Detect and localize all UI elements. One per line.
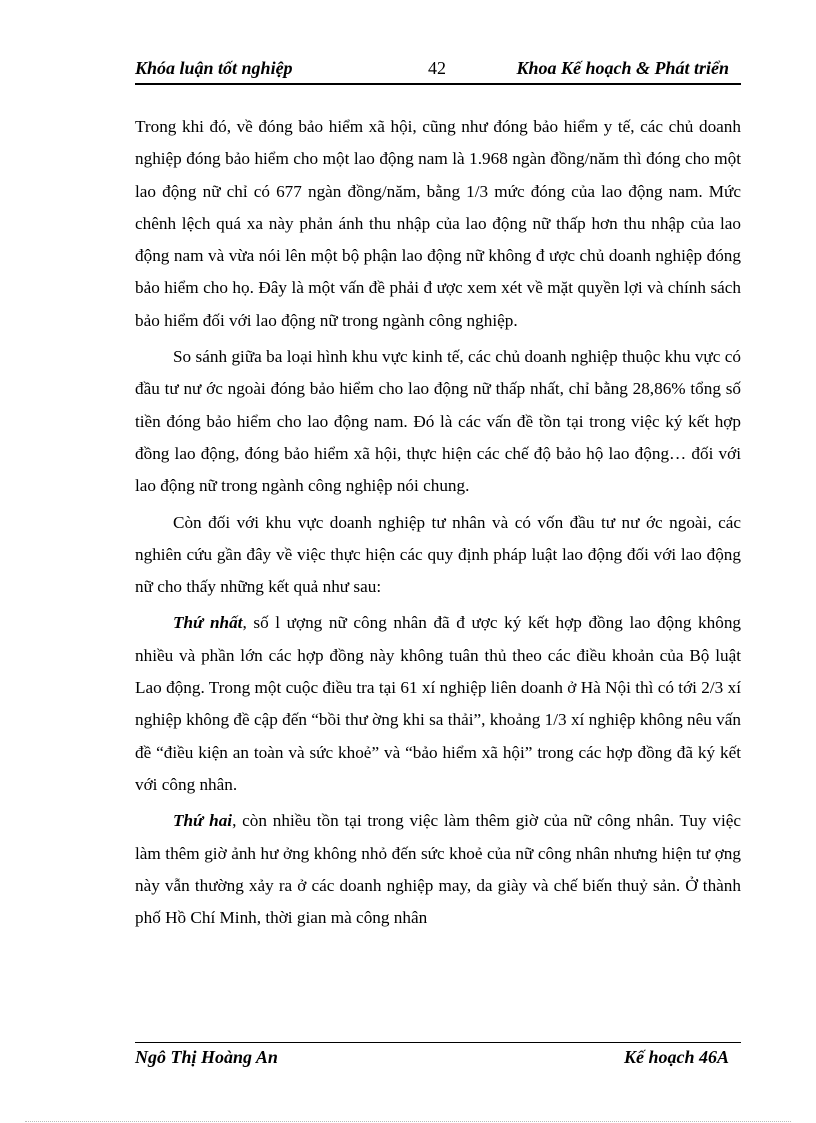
header-faculty: Khoa Kế hoạch & Phát triển (516, 58, 729, 78)
page-footer (135, 1042, 741, 1073)
page-header (135, 55, 741, 85)
paragraph-5 (135, 805, 741, 934)
page-body (135, 111, 741, 938)
page-edge-divider (25, 1121, 791, 1122)
paragraph-5-lead: Thứ hai (173, 811, 233, 831)
page-number: 42 (428, 58, 446, 78)
paragraph-1: Trong khi đó, về đóng bảo hiểm xã hội, cũng như đóng bảo hiểm y tế, các chủ doanh nghiệp đóng bảo hiểm cho một lao động nam là 1.968 ngàn đồng/năm thì đóng cho một lao động nữ chỉ có 677 ngàn đồng/năm, bằng 1/3 mức đóng của lao động nam. Mức chênh lệch quá xa này phản ánh thu nhập của lao động nữ thấp hơn thu nhập của lao động nam và vừa nói lên một bộ phận lao động nữ không đ ược chủ doanh nghiệp đóng bảo hiểm cho họ. Đây là một vấn đề phải đ ược xem xét về mặt quyền lợi và chính sách bảo hiểm đối với lao động nữ trong ngành công nghiệp. (135, 117, 741, 330)
paragraph-5-text: , còn nhiều tồn tại trong việc làm thêm giờ của nữ công nhân. Tuy việc làm thêm giờ ảnh hư ởng không nhỏ đến sức khoẻ của nữ công nhân nhưng hiện tư ợng này vẫn thường xảy ra ở các doanh nghiệp may, da giày và chế biến thuỷ sản. Ở thành phố Hồ Chí Minh, thời gian mà công nhân (135, 811, 741, 928)
paragraph-2: So sánh giữa ba loại hình khu vực kinh tế, các chủ doanh nghiệp thuộc khu vực có đầu tư nư ớc ngoài đóng bảo hiểm cho lao động nữ thấp nhất, chỉ bằng 28,86% tổng số tiền đóng bảo hiểm cho lao động nam. Đó là các vấn đề tồn tại trong việc ký kết hợp đồng lao động, đóng bảo hiểm xã hội, thực hiện các chế độ bảo hộ lao động… đối với lao động nữ trong ngành công nghiệp nói chung. (135, 347, 741, 496)
paragraph-3: Còn đối với khu vực doanh nghiệp tư nhân và có vốn đầu tư nư ớc ngoài, các nghiên cứu gần đây về việc thực hiện các quy định pháp luật lao động đối với lao động nữ cho thấy những kết quả như sau: (135, 512, 741, 597)
paragraph-4-text: , số l ượng nữ công nhân đã đ ược ký kết hợp đồng lao động không nhiều và phần lớn các hợp đồng này không tuân thủ theo các điều khoản của Bộ luật Lao động. Trong một cuộc điều tra tại 61 xí nghiệp liên doanh ở Hà Nội thì có tới 2/3 xí nghiệp không đề cập đến “bồi thư ờng khi sa thải”, khoảng 1/3 xí nghiệp không nêu vấn đề “điều kiện an toàn và sức khoẻ” và “bảo hiểm xã hội” trong các hợp đồng đã ký kết với công nhân. (135, 613, 742, 794)
paragraph-4 (135, 607, 741, 801)
footer-author: Ngô Thị Hoàng An (135, 1047, 278, 1067)
header-thesis-title: Khóa luận tốt nghiệp (135, 58, 293, 78)
paragraph-4-lead: Thứ nhất (173, 613, 243, 633)
footer-class: Kế hoạch 46A (623, 1047, 729, 1067)
